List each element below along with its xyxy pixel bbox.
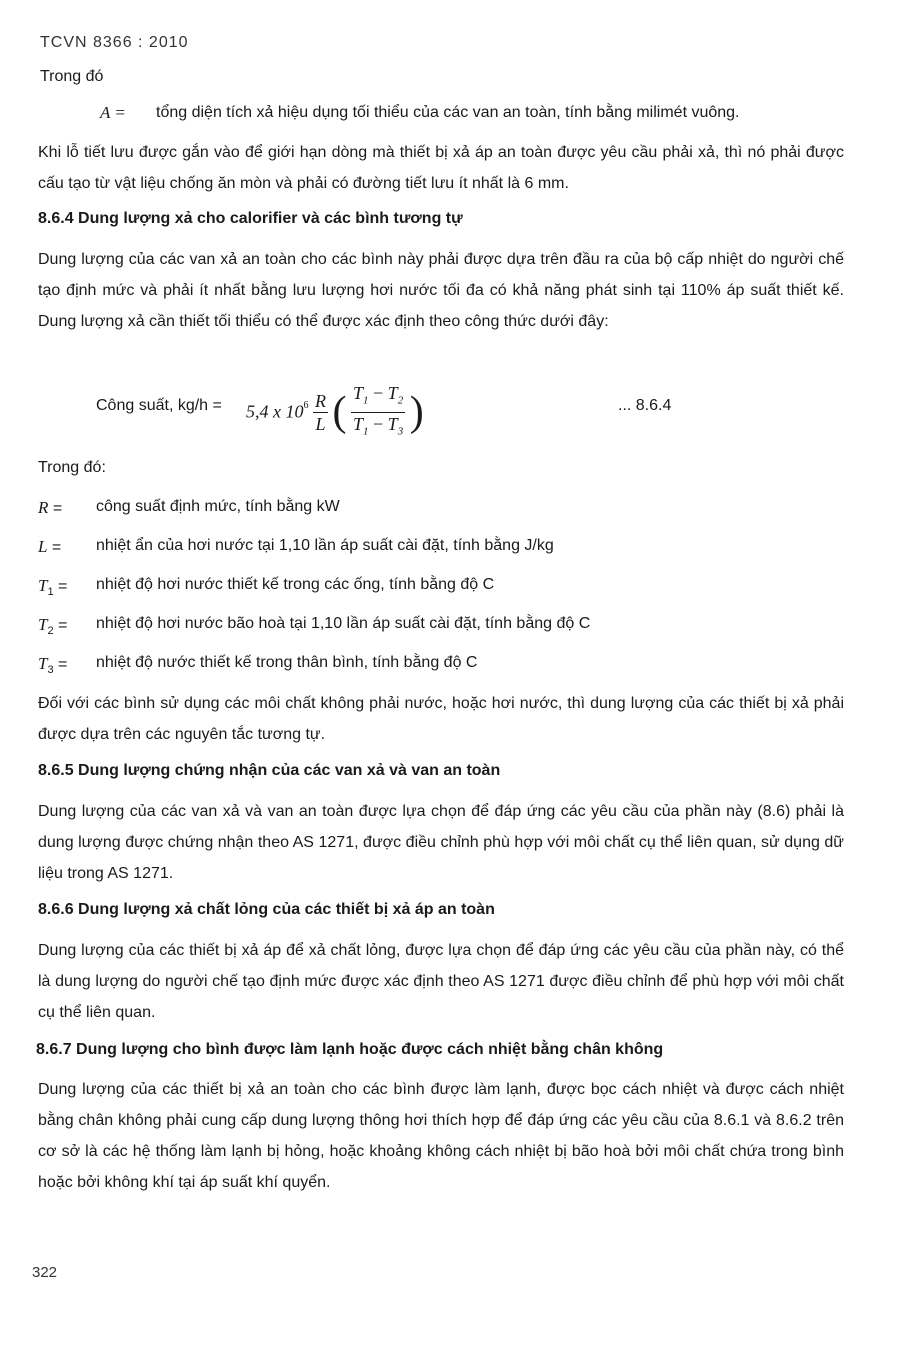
variable-sub: 3 xyxy=(47,664,54,677)
paragraph-8-6-6: Dung lượng của các thiết bị xả áp để xả chất lỏng, được lựa chọn để đáp ứng các yêu cầu của phần này, có thể là dung lượng do người chế tạo định mức được xác định theo AS 1271 được điều chỉnh để phù hợp với môi chất cụ thể liên quan. xyxy=(38,942,844,1021)
variable-eq: = xyxy=(53,656,68,673)
heading-8-6-5: 8.6.5 Dung lượng chứng nhận của các van xả và van an toàn xyxy=(38,762,501,779)
den-minus: − xyxy=(368,413,388,434)
num-t2-sub: 2 xyxy=(397,394,404,407)
variable-symbol xyxy=(38,654,88,676)
intro-label: Trong đó xyxy=(40,68,104,85)
formula-expression xyxy=(246,382,424,442)
variable-sub: 2 xyxy=(47,625,54,638)
variable-symbol xyxy=(38,576,88,598)
formula-8-6-4 xyxy=(96,382,736,438)
variable-letter: L xyxy=(38,537,48,556)
paragraph-8-6-7: Dung lượng của các thiết bị xả an toàn cho các bình được làm lạnh, được bọc cách nhiệt và được cách nhiệt bằng chân không phải cung cấp dung lượng thông hơi thích hợp để đáp ứng các yêu cầu của 8.6.1 và 8.6.2 trên cơ sở là các hệ thống làm lạnh bị hỏng, hoặc khoảng không cách nhiệt bị bão hoà bởi môi chất chứa trong bình hoặc bởi không khí tại áp suất khí quyển. xyxy=(38,1081,844,1191)
variable-symbol xyxy=(38,537,88,559)
formula-exponent: 6 xyxy=(303,400,309,412)
paragraph-8-6-4: Dung lượng của các van xả an toàn cho các bình này phải được dựa trên đầu ra của bộ cấp nhiệt do người chế tạo định mức và phải ít nhất bằng lưu lượng hơi nước tối đa có khả năng phát sinh tại 110% áp suất thiết kế. Dung lượng xả cần thiết tối thiểu có thể được xác định theo công thức dưới đây: xyxy=(38,251,844,330)
formula-coefficient: 5,4 x 10 xyxy=(246,401,304,422)
def-a-symbol xyxy=(100,103,126,123)
def-a-symbol-text: A = xyxy=(100,103,126,122)
variable-symbol xyxy=(38,615,88,637)
variable-description: nhiệt ẩn của hơi nước tại 1,10 lần áp suất cài đặt, tính bằng J/kg xyxy=(96,537,554,554)
variable-symbol xyxy=(38,498,88,520)
variable-letter: R xyxy=(38,498,49,517)
den-t1-sub: 1 xyxy=(363,425,369,438)
numerator xyxy=(351,382,405,413)
formula-number: ... 8.6.4 xyxy=(618,397,672,414)
paragraph-other-media: Đối với các bình sử dụng các môi chất không phải nước, hoặc hơi nước, thì dung lượng của các thiết bị xả phải được dựa trên các nguyên tắc tương tự. xyxy=(38,695,844,743)
variable-eq: = xyxy=(53,617,68,634)
fraction-l: L xyxy=(315,413,326,434)
variable-letter: T xyxy=(38,576,48,595)
variable-description: công suất định mức, tính bằng kW xyxy=(96,498,340,515)
denominator xyxy=(351,413,405,443)
fraction-r-over-l xyxy=(313,390,328,435)
num-minus: − xyxy=(368,383,388,403)
variable-letter: T xyxy=(38,654,48,673)
num-t1: T xyxy=(353,383,364,403)
fraction-temperatures xyxy=(351,382,405,442)
variable-eq: = xyxy=(48,500,63,517)
variable-description: nhiệt độ hơi nước bão hoà tại 1,10 lần áp suất cài đặt, tính bằng độ C xyxy=(96,615,591,632)
formula-label: Công suất, kg/h = xyxy=(96,397,222,414)
den-t3: T xyxy=(387,413,398,434)
heading-8-6-7: 8.6.7 Dung lượng cho bình được làm lạnh hoặc được cách nhiệt bằng chân không xyxy=(36,1041,664,1058)
fraction-r: R xyxy=(315,390,326,411)
paragraph-orifice: Khi lỗ tiết lưu được gắn vào để giới hạn dòng mà thiết bị xả áp an toàn được yêu cầu phải xả, thì nó phải được cấu tạo từ vật liệu chống ăn mòn và phải có đường tiết lưu ít nhất là 6 mm. xyxy=(38,144,844,192)
page-number: 322 xyxy=(32,1264,58,1281)
num-t2: T xyxy=(387,383,398,403)
variable-description: nhiệt độ nước thiết kế trong thân bình, tính bằng độ C xyxy=(96,654,478,671)
variable-sub: 1 xyxy=(47,586,54,599)
where-label: Trong đó: xyxy=(38,459,106,476)
den-t3-sub: 3 xyxy=(397,425,404,438)
variable-eq: = xyxy=(47,539,62,556)
right-paren: ) xyxy=(409,389,424,436)
num-t1-sub: 1 xyxy=(363,394,369,407)
variable-eq: = xyxy=(53,578,68,595)
left-paren: ( xyxy=(332,389,347,436)
standard-header: TCVN 8366 : 2010 xyxy=(40,34,189,51)
heading-8-6-6: 8.6.6 Dung lượng xả chất lỏng của các thiết bị xả áp an toàn xyxy=(38,901,495,918)
den-t1: T xyxy=(353,413,364,434)
variable-description: nhiệt độ hơi nước thiết kế trong các ống, tính bằng độ C xyxy=(96,576,495,593)
heading-8-6-4: 8.6.4 Dung lượng xả cho calorifier và các bình tương tự xyxy=(38,210,463,227)
paragraph-8-6-5: Dung lượng của các van xả và van an toàn được lựa chọn để đáp ứng các yêu cầu của phần này (8.6) phải là dung lượng được chứng nhận theo AS 1271, được điều chỉnh phù hợp với môi chất cụ thể liên quan, sử dụng dữ liệu trong AS 1271. xyxy=(38,803,844,882)
variable-letter: T xyxy=(38,615,48,634)
def-a-text: tổng diện tích xả hiệu dụng tối thiểu của các van an toàn, tính bằng milimét vuông. xyxy=(156,104,740,121)
